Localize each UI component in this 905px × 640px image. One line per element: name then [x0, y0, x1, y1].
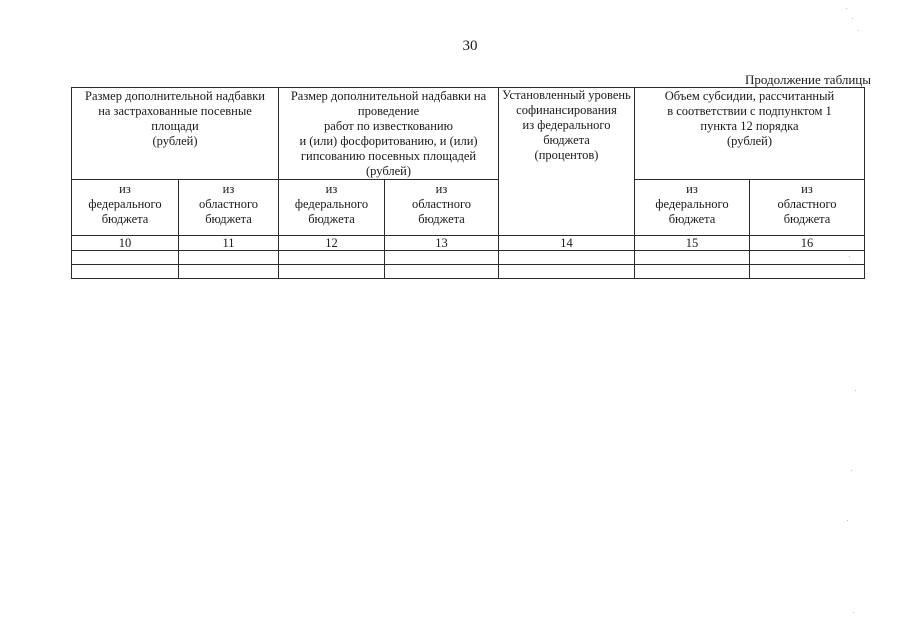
table-cell	[279, 251, 385, 265]
column-number: 14	[499, 236, 635, 251]
header-liming-bonus: Размер дополнительной надбавки на проведение работ по известкованию и (или) фосфоритованию, и (или) гипсованию посевных площадей (рублей)	[279, 88, 499, 180]
table-cell	[635, 265, 750, 279]
scan-speck	[851, 470, 852, 471]
table-cell	[279, 265, 385, 279]
table-cell	[385, 251, 499, 265]
table-cell	[499, 251, 635, 265]
column-number: 11	[179, 236, 279, 251]
table-cell	[179, 265, 279, 279]
subheader-regional: из областного бюджета	[385, 180, 499, 236]
table-cell	[179, 251, 279, 265]
column-number: 12	[279, 236, 385, 251]
subsidy-table	[71, 87, 865, 279]
scan-speck	[855, 390, 856, 391]
column-number: 16	[750, 236, 865, 251]
subheader-federal: из федерального бюджета	[72, 180, 179, 236]
column-number: 13	[385, 236, 499, 251]
column-number: 15	[635, 236, 750, 251]
table-cell	[750, 265, 865, 279]
scan-speck	[846, 8, 847, 9]
column-number-row	[72, 236, 865, 251]
header-row-sources	[72, 180, 865, 236]
table-row-empty	[72, 251, 865, 265]
page-number: 30	[462, 38, 478, 54]
scan-speck	[858, 30, 859, 31]
scan-speck	[852, 18, 853, 19]
table-cell	[72, 265, 179, 279]
header-cofinancing-level: Установленный уровень софинансирования из федерального бюджета (процентов)	[499, 88, 635, 236]
table-cell	[635, 251, 750, 265]
header-insured-area-bonus: Размер дополнительной надбавки на застрахованные посевные площади (рублей)	[72, 88, 279, 180]
table-cell	[499, 265, 635, 279]
subheader-regional: из областного бюджета	[750, 180, 865, 236]
header-subsidy-volume: Объем субсидии, рассчитанный в соответствии с подпунктом 1 пункта 12 порядка (рублей)	[635, 88, 865, 180]
scan-speck	[847, 520, 848, 521]
scan-speck	[853, 612, 854, 613]
column-number: 10	[72, 236, 179, 251]
table-row-empty	[72, 265, 865, 279]
subheader-federal: из федерального бюджета	[279, 180, 385, 236]
subheader-regional: из областного бюджета	[179, 180, 279, 236]
header-row-groups	[72, 88, 865, 180]
scan-speck	[849, 256, 850, 257]
subheader-federal: из федерального бюджета	[635, 180, 750, 236]
continuation-label: Продолжение таблицы	[745, 72, 871, 87]
table-cell	[385, 265, 499, 279]
table-cell	[72, 251, 179, 265]
table-cell	[750, 251, 865, 265]
